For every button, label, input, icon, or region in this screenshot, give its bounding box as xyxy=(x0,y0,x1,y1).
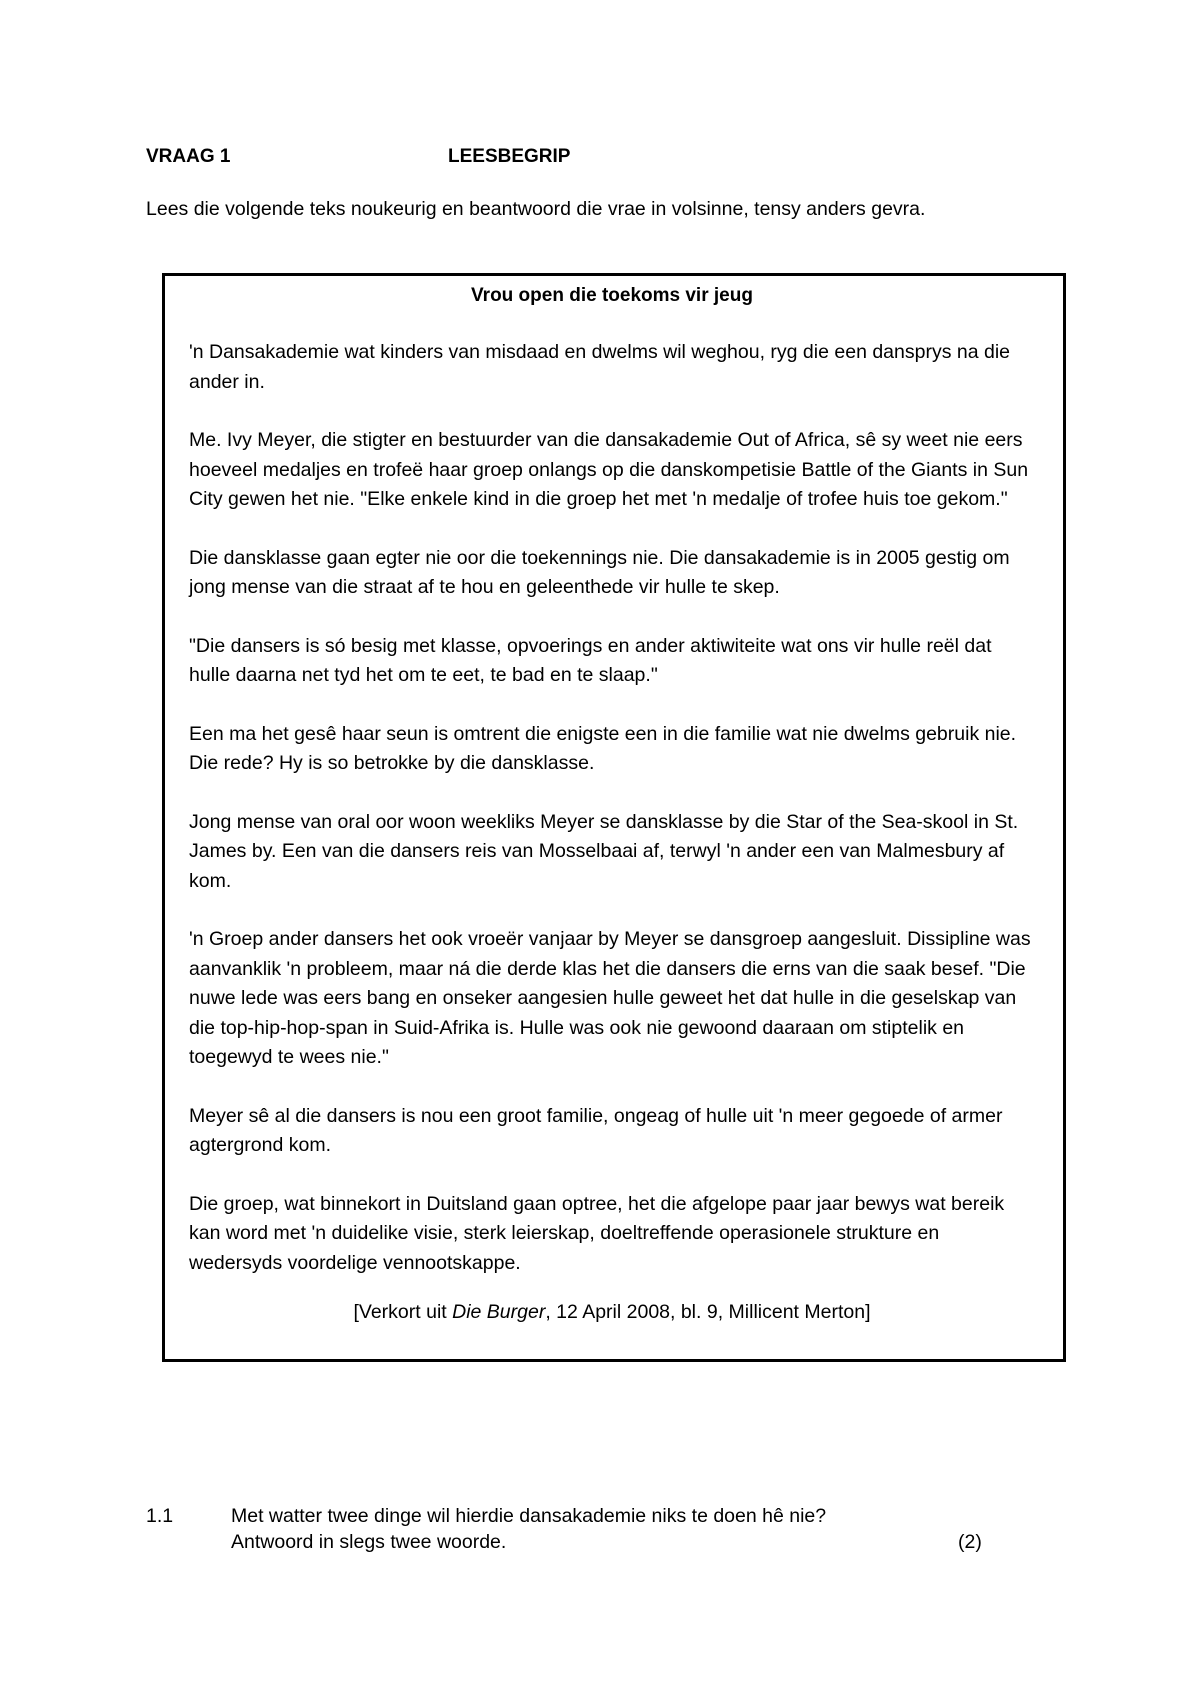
topic-heading: LEESBEGRIP xyxy=(448,146,571,167)
question-line: Met watter twee dinge wil hierdie dansakademie niks te doen hê nie? xyxy=(231,1505,827,1527)
question-number-heading: VRAAG 1 xyxy=(146,146,231,167)
article-paragraph: Me. Ivy Meyer, die stigter en bestuurder van die dansakademie Out of Africa, sê sy weet nie eers hoeveel medaljes en trofeë haar groep onlangs op die danskompetisie Battle of the Giants in Sun City gewen het nie. "Elke enkele kind in die groep het met 'n medalje of trofee huis toe gekom." xyxy=(189,429,1029,510)
source-prefix: [Verkort uit xyxy=(353,1301,453,1323)
source-publication: Die Burger xyxy=(452,1301,546,1323)
question-marks: (2) xyxy=(958,1531,982,1553)
article-paragraph: Die dansklasse gaan egter nie oor die toekennings nie. Die dansakademie is in 2005 gestig om jong mense van die straat af te hou en geleenthede vir hulle te skep. xyxy=(189,546,1010,598)
instructions: Lees die volgende teks noukeurig en beantwoord die vrae in volsinne, tensy anders gevra. xyxy=(146,198,926,220)
article-paragraph: "Die dansers is só besig met klasse, opvoerings en ander aktiwiteite wat ons vir hulle reël dat hulle daarna net tyd het om te eet, te bad en te slaap." xyxy=(189,634,992,686)
question-text xyxy=(231,1503,911,1555)
article-paragraph: 'n Dansakademie wat kinders van misdaad en dwelms wil weghou, ryg die een dansprys na die ander in. xyxy=(189,341,1010,393)
question-number: 1.1 xyxy=(146,1505,174,1527)
article-paragraph: Die groep, wat binnekort in Duitsland gaan optree, het die afgelope paar jaar bewys wat bereik kan word met 'n duidelike visie, sterk leierskap, doeltreffende operasionele strukture en wedersyds voordelige vennootskappe. xyxy=(189,1192,1005,1274)
article-source xyxy=(189,1298,1035,1327)
source-suffix: , 12 April 2008, bl. 9, Millicent Merton] xyxy=(545,1301,871,1323)
question-line: Antwoord in slegs twee woorde. xyxy=(231,1531,507,1553)
article-paragraph: Jong mense van oral oor woon weekliks Meyer se dansklasse by die Star of the Sea-skool in St. James by. Een van die dansers reis van Mosselbaai af, terwyl 'n ander een van Malmesbury af kom. xyxy=(189,810,1019,892)
section-heading xyxy=(146,146,571,168)
article-paragraph: Meyer sê al die dansers is nou een groot familie, ongeag of hulle uit 'n meer gegoede of armer agtergrond kom. xyxy=(189,1104,1003,1156)
article-paragraph: Een ma het gesê haar seun is omtrent die enigste een in die familie wat nie dwelms gebruik nie. Die rede? Hy is so betrokke by die dansklasse. xyxy=(189,722,1017,774)
article-title: Vrou open die toekoms vir jeug xyxy=(471,285,753,306)
article-paragraph: 'n Groep ander dansers het ook vroeër vanjaar by Meyer se dansgroep aangesluit. Dissipline was aanvanklik 'n probleem, maar ná die derde klas het die dansers die erns van die saak besef. "Die nuwe lede was eers bang en onseker aangesien hulle geweet het dat hulle in die geselskap van die top-hip-hop-span in Suid-Afrika is. Hulle was ook nie gewoond daaraan om stiptelik en toegewyd te wees nie." xyxy=(189,928,1031,1068)
article-box xyxy=(162,273,1066,1362)
